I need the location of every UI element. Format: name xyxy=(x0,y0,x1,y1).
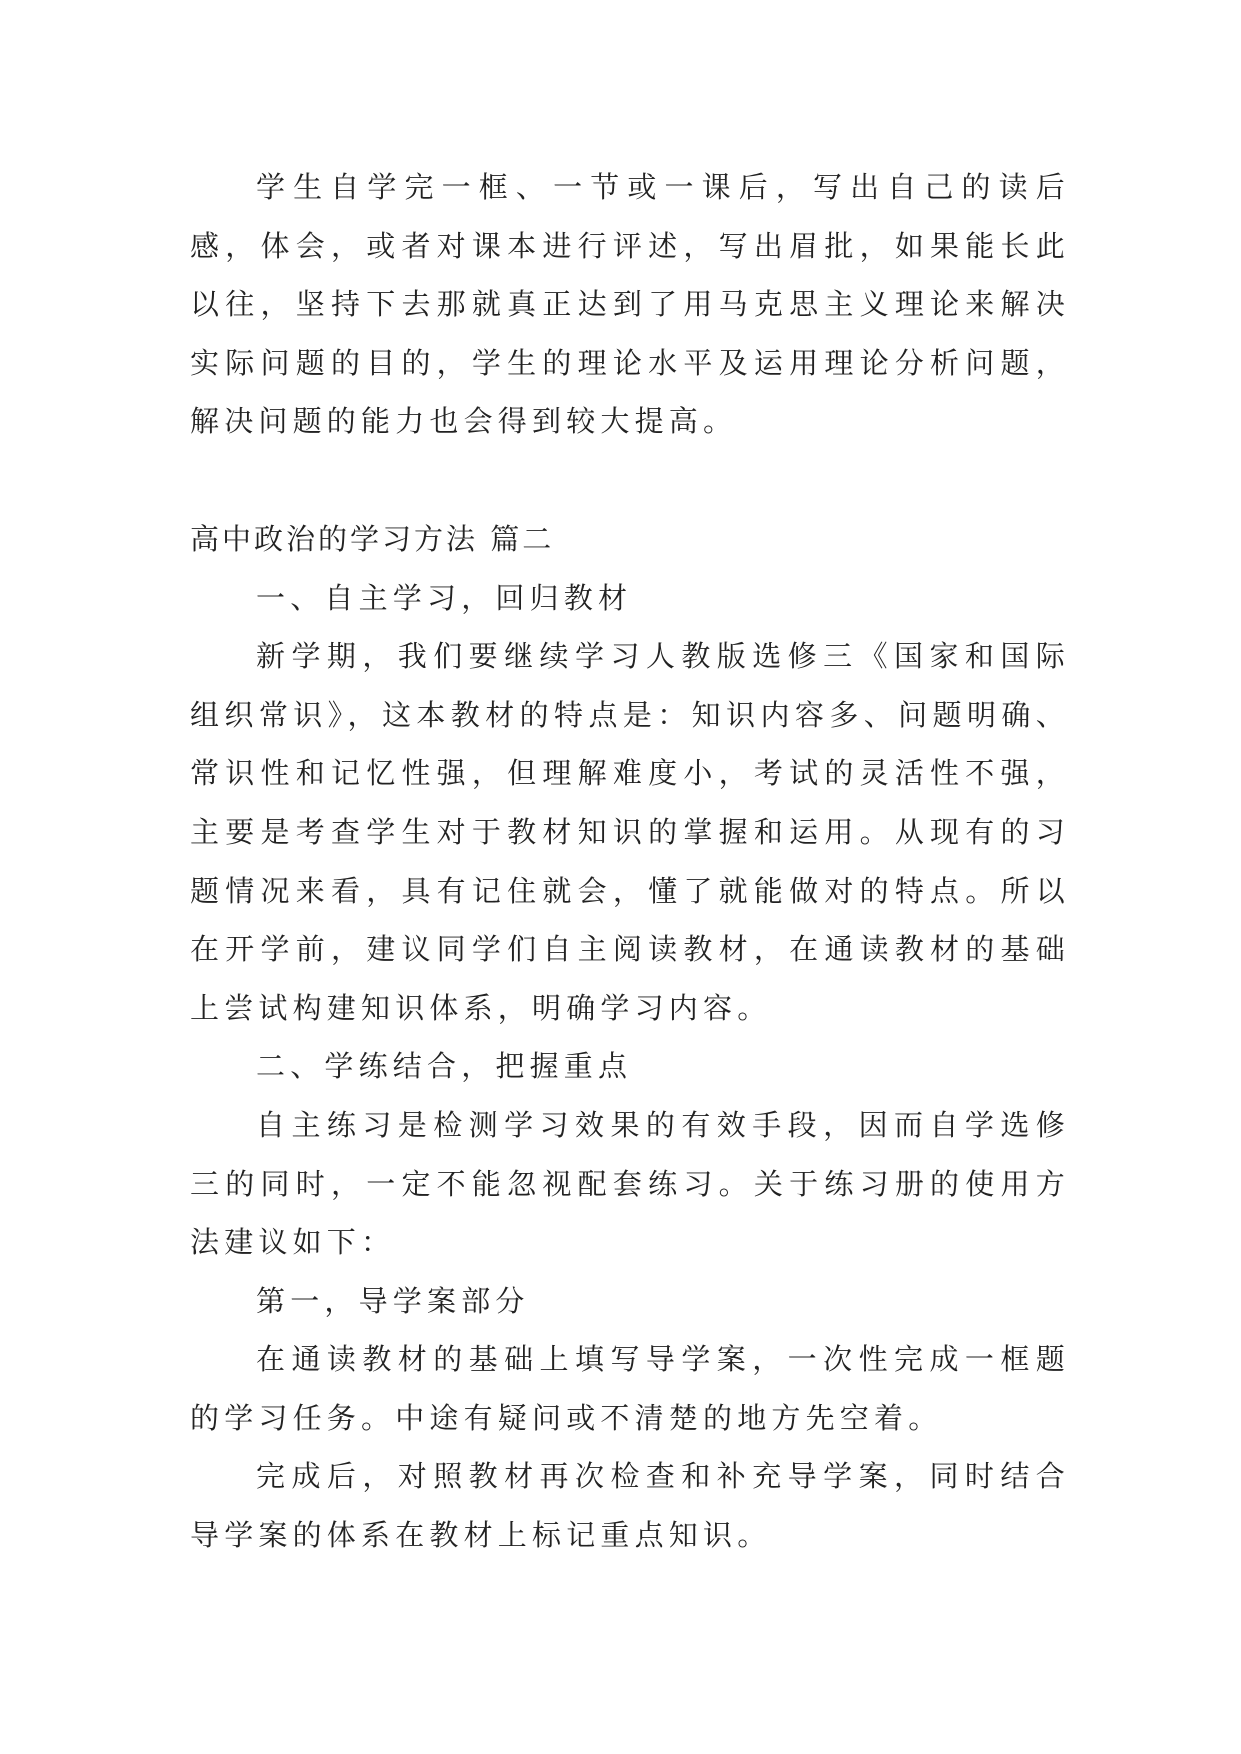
subheading-guide-section: 第一，导学案部分 xyxy=(256,1283,530,1318)
subheading-practice: 二、学练结合，把握重点 xyxy=(256,1049,633,1084)
paragraph-new-semester: 新学期，我们要继续学习人教版选修三《国家和国际组织常识》，这本教材的特点是：知识内容多、问题明确、常识性和记忆性强，但理解难度小，考试的灵活性不强，主要是考查学生对于教材知识的掌握和运用。从现有的习题情况来看，具有记住就会，懂了就能做对的特点。所以在开学前，建议同学们自主阅读教材，在通读教材的基础上尝试构建知识体系，明确学习内容。 xyxy=(190,639,1070,1025)
subheading-self-study: 一、自主学习，回归教材 xyxy=(256,580,633,615)
paragraph-spacer xyxy=(190,451,1070,510)
paragraph-fill-guide: 在通读教材的基础上填写导学案，一次性完成一框题的学习任务。中途有疑问或不清楚的地方先空着。 xyxy=(190,1342,1070,1435)
paragraph-reading-reflection: 学生自学完一框、一节或一课后，写出自己的读后感，体会，或者对课本进行评述，写出眉批，如果能长此以往，坚持下去那就真正达到了用马克思主义理论来解决实际问题的目的，学生的理论水平及运用理论分析问题，解决问题的能力也会得到较大提高。 xyxy=(190,170,1070,439)
document-body xyxy=(190,158,1070,1565)
paragraph-self-practice: 自主练习是检测学习效果的有效手段，因而自学选修三的同时，一定不能忽视配套练习。关于练习册的使用方法建议如下： xyxy=(190,1107,1070,1260)
section-title: 高中政治的学习方法 篇二 xyxy=(190,521,555,556)
paragraph-after-completion: 完成后，对照教材再次检查和补充导学案，同时结合导学案的体系在教材上标记重点知识。 xyxy=(190,1459,1070,1553)
